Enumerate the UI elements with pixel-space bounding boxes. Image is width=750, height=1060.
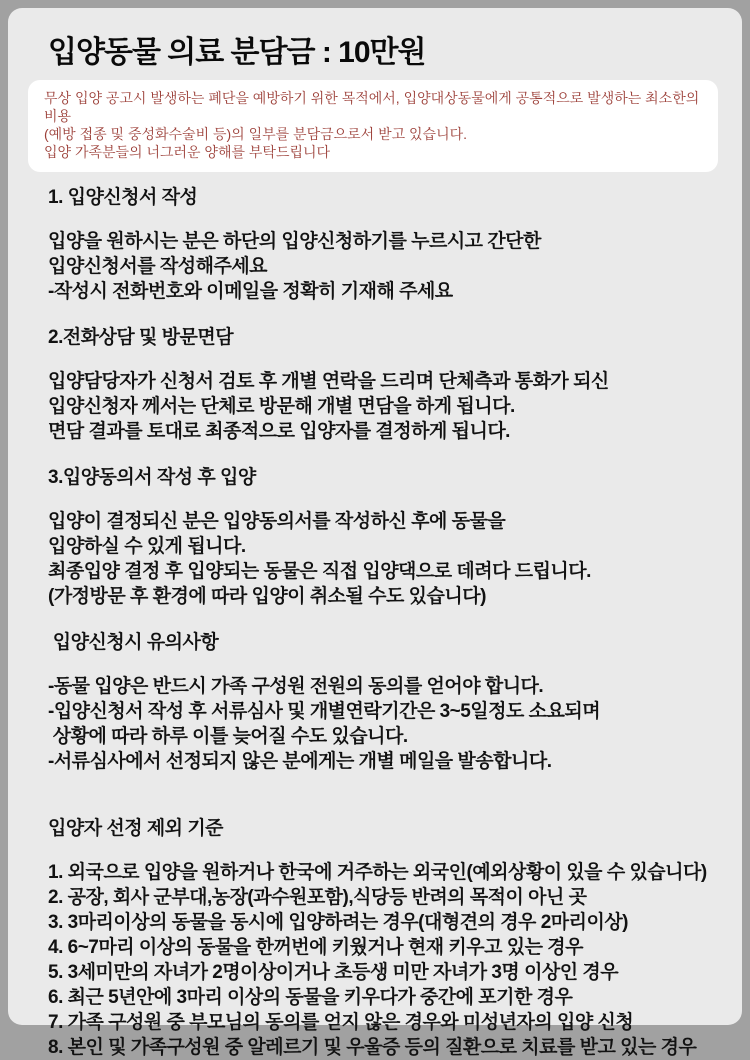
section-consent-adoption bbox=[48, 465, 722, 609]
notice-line: (예방 접종 및 중성화수술비 등)의 일부를 분담금으로서 받고 있습니다. bbox=[44, 126, 468, 142]
list-item: 4. 6~7마리 이상의 동물을 한꺼번에 키웠거나 현재 키우고 있는 경우 bbox=[48, 937, 583, 958]
page-title: 입양동물 의료 분담금 : 10만원 bbox=[48, 36, 426, 69]
section-paragraph bbox=[48, 509, 722, 609]
text-line: (가정방문 후 환경에 따라 입양이 취소될 수도 있습니다) bbox=[48, 586, 486, 607]
text-line: -입양신청서 작성 후 서류심사 및 개별연락기간은 3~5일정도 소요되며 bbox=[48, 701, 601, 722]
notice-box bbox=[28, 80, 718, 172]
section-heading: 3.입양동의서 작성 후 입양 bbox=[48, 467, 256, 488]
text-line: 최종입양 결정 후 입양되는 동물은 직접 입양댁으로 데려다 드립니다. bbox=[48, 561, 591, 582]
text-line: 입양이 결정되신 분은 입양동의서를 작성하신 후에 동물을 bbox=[48, 511, 506, 532]
text-line: -작성시 전화번호와 이메일을 정확히 기재해 주세요 bbox=[48, 281, 453, 302]
list-item: 3. 3마리이상의 동물을 동시에 입양하려는 경우(대형견의 경우 2마리이상) bbox=[48, 912, 628, 933]
notice-line: 입양 가족분들의 너그러운 양해를 부탁드립니다 bbox=[44, 144, 331, 160]
text-line: 면담 결과를 토대로 최종적으로 입양자를 결정하게 됩니다. bbox=[48, 421, 510, 442]
section-heading: 1. 입양신청서 작성 bbox=[48, 187, 198, 208]
section-phone-visit bbox=[48, 325, 722, 444]
section-paragraph bbox=[48, 369, 722, 444]
document-body bbox=[48, 185, 722, 1060]
list-item: 7. 가족 구성원 중 부모님의 동의를 얻지 않은 경우와 미성년자의 입양 신청 bbox=[48, 1012, 634, 1033]
document-page bbox=[8, 8, 742, 1058]
list-item: 6. 최근 5년안에 3마리 이상의 동물을 키우다가 중간에 포기한 경우 bbox=[48, 987, 573, 1008]
section-paragraph bbox=[48, 674, 722, 774]
section-heading: 입양신청시 유의사항 bbox=[48, 632, 219, 653]
section-heading: 2.전화상담 및 방문면담 bbox=[48, 327, 234, 348]
section-paragraph bbox=[48, 229, 722, 304]
section-heading: 입양자 선정 제외 기준 bbox=[48, 818, 224, 839]
text-line: 입양하실 수 있게 됩니다. bbox=[48, 536, 246, 557]
notice-line: 무상 입양 공고시 발생하는 폐단을 예방하기 위한 목적에서, 입양대상동물에게 공통적으로 발생하는 최소한의 비용 bbox=[44, 90, 704, 124]
section-cautions bbox=[48, 630, 722, 774]
list-item: 8. 본인 및 가족구성원 중 알레르기 및 우울증 등의 질환으로 치료를 받고 있는 경우 bbox=[48, 1037, 697, 1058]
list-item: 5. 3세미만의 자녀가 2명이상이거나 초등생 미만 자녀가 3명 이상인 경우 bbox=[48, 962, 619, 983]
text-line: 입양을 원하시는 분은 하단의 입양신청하기를 누르시고 간단한 bbox=[48, 231, 541, 252]
text-line: -서류심사에서 선정되지 않은 분에게는 개별 메일을 발송합니다. bbox=[48, 751, 552, 772]
text-line: 입양담당자가 신청서 검토 후 개별 연락을 드리며 단체측과 통화가 되신 bbox=[48, 371, 609, 392]
text-line: -동물 입양은 반드시 가족 구성원 전원의 동의를 얻어야 합니다. bbox=[48, 676, 544, 697]
text-line: 입양신청자 께서는 단체로 방문해 개별 면담을 하게 됩니다. bbox=[48, 396, 515, 417]
list-item: 2. 공장, 회사 군부대,농장(과수원포함),식당등 반려의 목적이 아닌 곳 bbox=[48, 887, 587, 908]
list-item: 1. 외국으로 입양을 원하거나 한국에 거주하는 외국인(예외상황이 있을 수 있습니다) bbox=[48, 862, 707, 883]
section-list bbox=[48, 860, 722, 1060]
section-exclusion-criteria bbox=[48, 816, 722, 1060]
text-line: 입양신청서를 작성해주세요 bbox=[48, 256, 268, 277]
section-application-form bbox=[48, 185, 722, 304]
text-line: 상황에 따라 하루 이틀 늦어질 수도 있습니다. bbox=[48, 726, 408, 747]
